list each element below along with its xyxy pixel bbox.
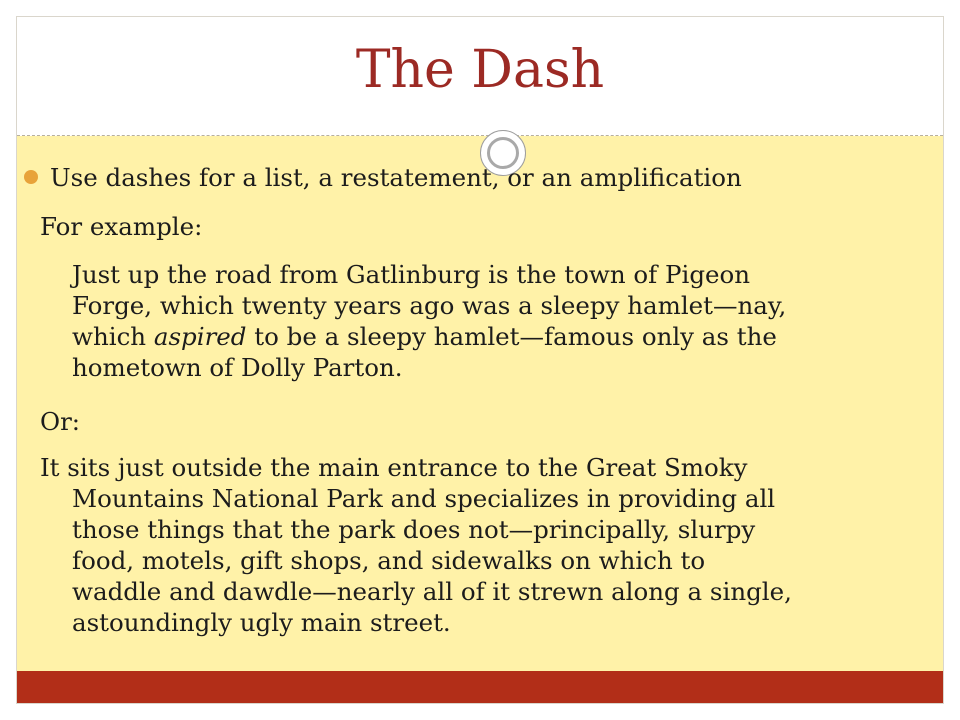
quote-1-line-3-end: to be a sleepy hamlet—famous only as the xyxy=(246,322,777,351)
quote-1-line-2: Forge, which twenty years ago was a sleepy hamlet—nay, xyxy=(72,291,787,320)
quote-2-line-5: waddle and dawdle—nearly all of it strewn along a single, xyxy=(72,577,792,606)
quote-2-line-4: food, motels, gift shops, and sidewalks on which to xyxy=(72,546,706,575)
quote-2-line-3: those things that the park does not—principally, slurpy xyxy=(72,515,756,544)
or-label: Or: xyxy=(40,407,81,436)
quote-1-line-3-start: which xyxy=(72,322,154,351)
slide-title: The Dash xyxy=(355,40,605,100)
bullet-text: Use dashes for a list, a restatement, or an amplification xyxy=(50,163,742,192)
bullet-icon xyxy=(24,170,38,184)
emphasis-word: aspired xyxy=(153,322,247,351)
quote-2-line-2: Mountains National Park and specializes in providing all xyxy=(72,484,776,513)
quote-1-line-4: hometown of Dolly Parton. xyxy=(72,353,403,382)
for-example-label: For example: xyxy=(40,212,203,241)
quote-1-line-1: Just up the road from Gatlinburg is the town of Pigeon xyxy=(72,260,751,289)
quote-1-line-3 xyxy=(72,321,777,352)
quote-2-line-6: astoundingly ugly main street. xyxy=(72,608,451,637)
quote-2-line-1: It sits just outside the main entrance to the Great Smoky xyxy=(40,453,748,482)
